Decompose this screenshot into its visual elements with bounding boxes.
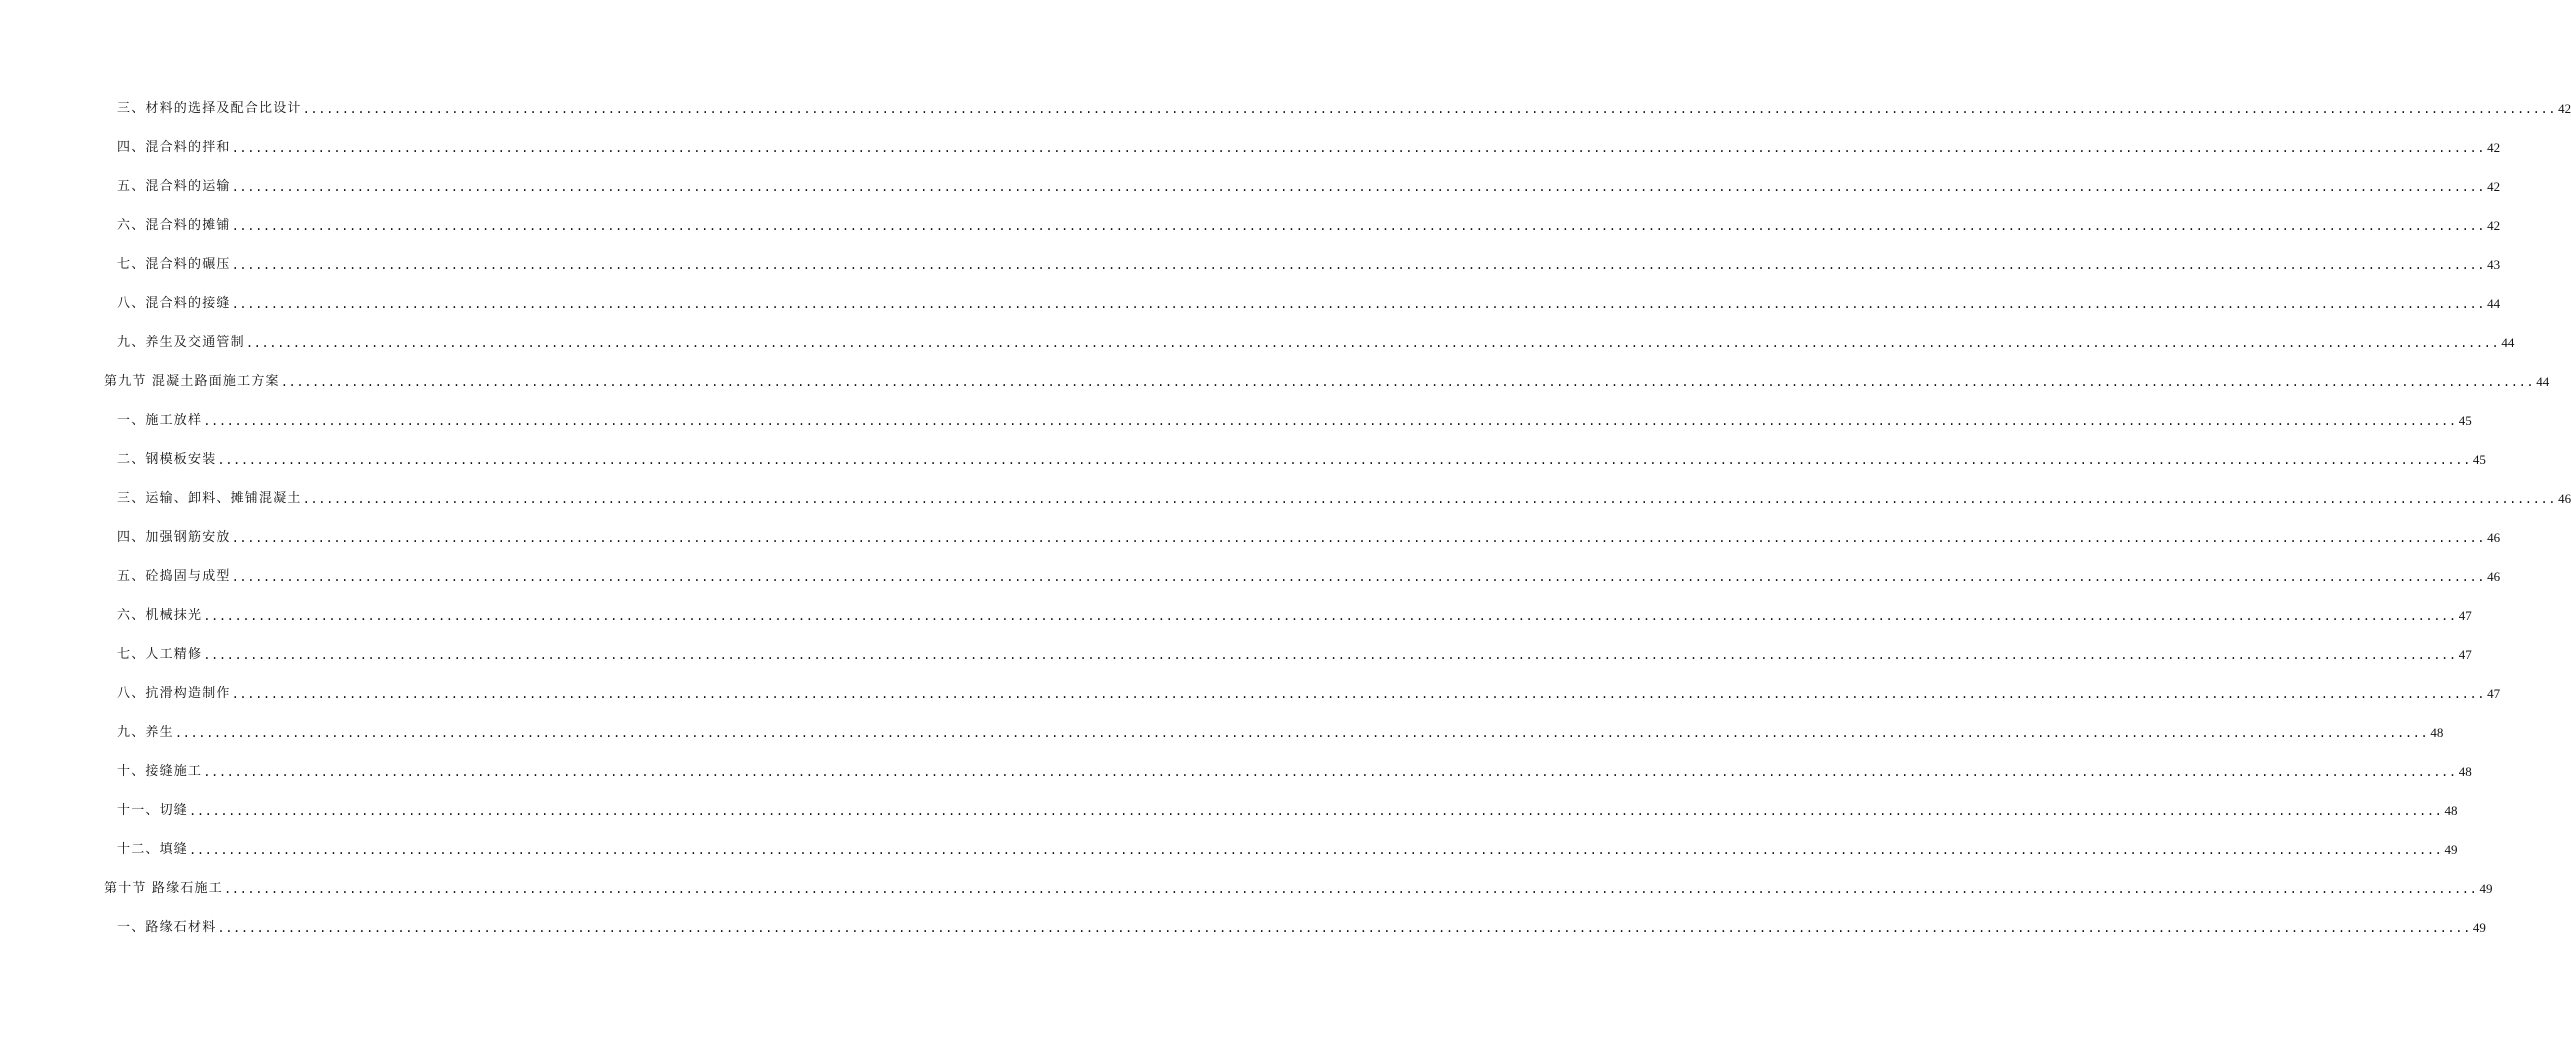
toc-entry[interactable] (117, 563, 2501, 585)
toc-entry-label: 四、混合料的拌和 (117, 140, 231, 155)
toc-entry[interactable] (117, 134, 2501, 156)
toc-entry[interactable] (117, 329, 2515, 351)
dot-leader: ................................................................................................................................................................................................................................................................................................ (189, 843, 2443, 857)
dot-leader: ................................................................................................................................................................................................................................................................................................ (223, 882, 2478, 896)
toc-entry-label: 五、砼捣固与成型 (117, 569, 231, 584)
toc-page-number: 47 (2487, 686, 2501, 701)
toc-page-number: 44 (2501, 335, 2515, 350)
toc-entry-label: 八、抗滑构造制作 (117, 686, 231, 701)
toc-page-number: 49 (2479, 881, 2493, 896)
dot-leader: ................................................................................................................................................................................................................................................................................................ (302, 492, 2557, 506)
toc-page-number: 45 (2472, 452, 2486, 467)
toc-entry[interactable] (117, 173, 2501, 195)
dot-leader: ................................................................................................................................................................................................................................................................................................ (217, 453, 2471, 467)
toc-entry[interactable] (117, 914, 2486, 936)
toc-section[interactable] (104, 875, 2493, 897)
toc-page-number: 46 (2558, 491, 2571, 506)
toc-entry-label: 十二、填缝 (117, 842, 189, 857)
toc-entry-label: 七、人工精修 (117, 647, 203, 662)
dot-leader: ................................................................................................................................................................................................................................................................................................ (231, 570, 2486, 584)
toc-page-number: 47 (2458, 647, 2472, 662)
toc-entry-label: 四、加强钢筋安放 (117, 530, 231, 545)
dot-leader: ................................................................................................................................................................................................................................................................................................ (189, 804, 2443, 818)
toc-page-number: 42 (2487, 179, 2501, 194)
toc-entry[interactable] (117, 758, 2472, 780)
toc-section-label: 第十节 路缘石施工 (104, 881, 223, 896)
toc-entry[interactable] (117, 212, 2501, 234)
toc-page-number: 48 (2444, 803, 2458, 818)
toc-page-number: 48 (2430, 725, 2444, 740)
toc-page-number: 42 (2558, 101, 2571, 116)
toc-page-number: 46 (2487, 530, 2501, 545)
dot-leader: ................................................................................................................................................................................................................................................................................................ (231, 297, 2486, 311)
toc-page-number: 44 (2487, 296, 2501, 311)
toc-page-number: 43 (2487, 257, 2501, 272)
toc-entry[interactable] (117, 836, 2458, 858)
toc-entry-label: 十一、切缝 (117, 803, 189, 818)
dot-leader: ................................................................................................................................................................................................................................................................................................ (231, 687, 2486, 701)
toc-entry-label: 八、混合料的接缝 (117, 296, 231, 311)
toc-page-number: 48 (2458, 764, 2472, 779)
toc-entry-label: 七、混合料的碾压 (117, 257, 231, 272)
toc-page-number: 47 (2458, 608, 2472, 623)
dot-leader: ................................................................................................................................................................................................................................................................................................ (231, 141, 2486, 155)
dot-leader: ................................................................................................................................................................................................................................................................................................ (203, 648, 2457, 662)
toc-entry-label: 一、路缘石材料 (117, 920, 217, 935)
dot-leader: ................................................................................................................................................................................................................................................................................................ (245, 336, 2500, 350)
toc-entry[interactable] (117, 524, 2501, 546)
dot-leader: ................................................................................................................................................................................................................................................................................................ (231, 531, 2486, 545)
dot-leader: ................................................................................................................................................................................................................................................................................................ (203, 414, 2457, 428)
toc-entry[interactable] (117, 251, 2501, 273)
dot-leader: ................................................................................................................................................................................................................................................................................................ (203, 609, 2457, 623)
toc-entry-label: 一、施工放样 (117, 413, 203, 428)
toc-entry[interactable] (117, 797, 2458, 819)
toc-page-number: 49 (2472, 920, 2486, 935)
toc-entry-label: 三、运输、卸料、摊铺混凝土 (117, 491, 302, 506)
dot-leader: ................................................................................................................................................................................................................................................................................................ (231, 258, 2486, 272)
toc-entry[interactable] (117, 290, 2501, 312)
dot-leader: ................................................................................................................................................................................................................................................................................................ (217, 921, 2471, 935)
toc-entry[interactable] (117, 95, 2571, 117)
toc-section-label: 第九节 混凝土路面施工方案 (104, 374, 280, 389)
dot-leader: ................................................................................................................................................................................................................................................................................................ (302, 102, 2557, 116)
dot-leader: ................................................................................................................................................................................................................................................................................................ (174, 726, 2429, 740)
toc-entry[interactable] (117, 641, 2472, 663)
toc-page-number: 45 (2458, 413, 2472, 428)
toc-entry-label: 九、养生 (117, 725, 174, 740)
toc-entry-label: 五、混合料的运输 (117, 179, 231, 194)
dot-leader: ................................................................................................................................................................................................................................................................................................ (280, 375, 2535, 389)
toc-entry-label: 二、钢模板安装 (117, 452, 217, 467)
toc-page-number: 44 (2536, 374, 2550, 389)
toc-page-number: 49 (2444, 842, 2458, 857)
toc-page-number: 42 (2487, 140, 2501, 155)
dot-leader: ................................................................................................................................................................................................................................................................................................ (203, 765, 2457, 779)
toc-entry-label: 六、混合料的摊铺 (117, 218, 231, 233)
toc-entry-label: 九、养生及交通管制 (117, 335, 245, 350)
toc-entry[interactable] (117, 485, 2571, 507)
dot-leader: ................................................................................................................................................................................................................................................................................................ (231, 219, 2486, 233)
toc-entry[interactable] (117, 602, 2472, 624)
toc-entry[interactable] (117, 446, 2486, 468)
toc-entry[interactable] (117, 407, 2472, 429)
toc-entry-label: 三、材料的选择及配合比设计 (117, 101, 302, 116)
toc-page-number: 46 (2487, 569, 2501, 584)
toc-entry[interactable] (117, 719, 2444, 741)
toc-entry-label: 六、机械抹光 (117, 608, 203, 623)
toc-section[interactable] (104, 368, 2550, 390)
dot-leader: ................................................................................................................................................................................................................................................................................................ (231, 180, 2486, 194)
toc-page-number: 42 (2487, 218, 2501, 233)
toc-entry-label: 十、接缝施工 (117, 764, 203, 779)
toc-entry[interactable] (117, 680, 2501, 702)
